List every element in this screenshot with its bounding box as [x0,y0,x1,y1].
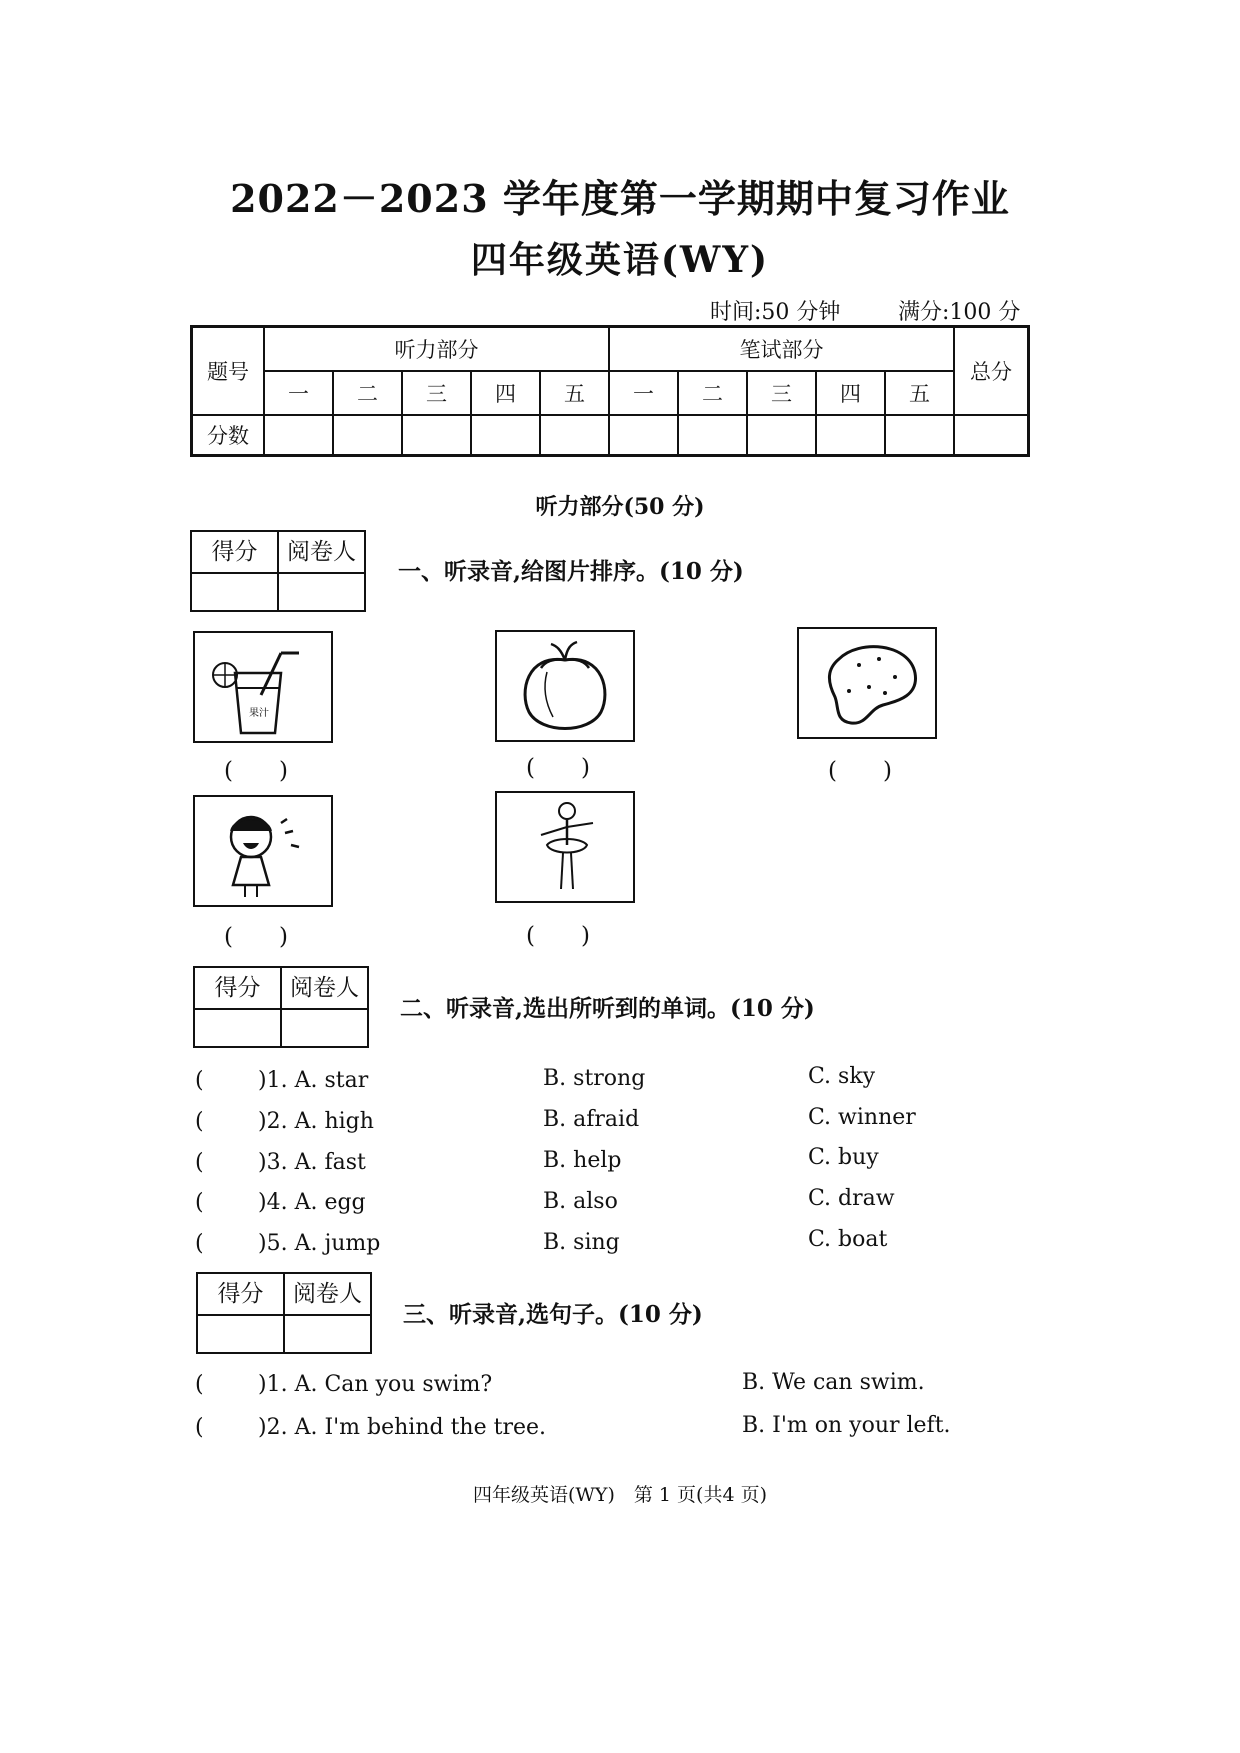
q2-option-a: )1. A. star [258,1068,369,1093]
listening-col: 五 [540,371,609,415]
score-cell[interactable] [816,415,885,456]
score-cell[interactable] [264,415,333,456]
writing-col: 一 [609,371,678,415]
score-table [190,325,1030,457]
q2-option-b: B. also [543,1189,618,1214]
listening-col: 三 [402,371,471,415]
exam-time: 时间:50 分钟 [710,300,841,325]
q3-option-b: B. We can swim. [742,1370,925,1395]
grader-label: 阅卷人 [293,1281,362,1307]
writing-col: 五 [885,371,954,415]
grader-input[interactable] [279,574,364,612]
writing-col: 四 [816,371,885,415]
juice-icon [195,633,331,741]
q1-answer-paren[interactable]: ( ) [224,924,288,950]
q2-option-b: B. sing [543,1230,620,1255]
score-cell[interactable] [609,415,678,456]
q2-open-paren[interactable]: ( [195,1231,204,1256]
tomato-icon [497,632,633,740]
listening-col: 一 [264,371,333,415]
q2-option-a: )3. A. fast [258,1150,366,1175]
exam-full-score: 满分:100 分 [898,300,1021,325]
score-cell[interactable] [471,415,540,456]
writing-group-header: 笔试部分 [609,327,954,371]
q2-option-c: C. buy [808,1145,879,1170]
listening-section-title: 听力部分(50 分) [535,494,705,520]
row-label-score: 分数 [192,415,265,456]
grader-box-q1 [190,530,366,612]
q3-heading: 三、听录音,选句子。(10 分) [403,1301,703,1328]
q2-heading: 二、听录音,选出所听到的单词。(10 分) [400,995,815,1022]
q1-answer-paren[interactable]: ( ) [828,758,892,784]
score-cell[interactable] [678,415,747,456]
grader-box-q2 [193,966,369,1048]
q2-option-b: B. help [543,1148,622,1173]
q1-heading: 一、听录音,给图片排序。(10 分) [398,558,744,585]
grader-box-q3 [196,1272,372,1354]
score-label: 得分 [198,1274,285,1314]
listening-col: 四 [471,371,540,415]
q2-option-b: B. strong [543,1066,646,1091]
q3-open-paren[interactable]: ( [195,1372,204,1397]
q2-option-c: C. draw [808,1186,895,1211]
q2-option-b: B. afraid [543,1107,640,1132]
score-input[interactable] [192,574,279,612]
row-label-title: 题号 [192,327,265,415]
juice-picture [193,631,333,743]
tomato-picture [495,630,635,742]
q3-open-paren[interactable]: ( [195,1415,204,1440]
score-cell[interactable] [540,415,609,456]
score-input[interactable] [195,1010,282,1048]
score-label: 得分 [192,532,279,572]
total-header: 总分 [954,327,1029,415]
q3-option-b: B. I'm on your left. [742,1413,951,1438]
singing-girl-icon [195,797,331,905]
page-footer: 四年级英语(WY) 第 1 页(共4 页) [472,1484,768,1506]
score-cell[interactable] [402,415,471,456]
q2-open-paren[interactable]: ( [195,1150,204,1175]
q2-option-c: C. sky [808,1064,876,1089]
grader-label: 阅卷人 [290,975,359,1001]
score-label: 得分 [195,968,282,1008]
q2-option-c: C. boat [808,1227,888,1252]
ballet-dancer-icon [497,793,633,901]
singing-girl-picture [193,795,333,907]
q2-option-a: )5. A. jump [258,1231,381,1256]
q2-open-paren[interactable]: ( [195,1109,204,1134]
grader-input[interactable] [285,1316,370,1354]
listening-group-header: 听力部分 [264,327,609,371]
exam-title: 2022－2023 学年度第一学期期中复习作业 [230,176,1010,221]
q2-option-c: C. winner [808,1105,916,1130]
q3-option-a: )1. A. Can you swim? [258,1372,493,1397]
score-input[interactable] [198,1316,285,1354]
q1-answer-paren[interactable]: ( ) [526,755,590,781]
potato-icon [799,629,935,737]
q1-answer-paren[interactable]: ( ) [224,758,288,784]
potato-picture [797,627,937,739]
score-cell[interactable] [885,415,954,456]
juice-label: 果汁 [249,708,269,719]
q1-answer-paren[interactable]: ( ) [526,923,590,949]
writing-col: 二 [678,371,747,415]
q2-open-paren[interactable]: ( [195,1190,204,1215]
score-cell[interactable] [333,415,402,456]
ballet-dancer-picture [495,791,635,903]
grader-label: 阅卷人 [287,539,356,565]
score-cell[interactable] [747,415,816,456]
listening-col: 二 [333,371,402,415]
writing-col: 三 [747,371,816,415]
q2-open-paren[interactable]: ( [195,1068,204,1093]
q3-option-a: )2. A. I'm behind the tree. [258,1415,546,1440]
exam-subtitle: 四年级英语(WY) [470,239,770,281]
grader-input[interactable] [282,1010,367,1048]
total-score-cell[interactable] [954,415,1029,456]
q2-option-a: )4. A. egg [258,1190,366,1215]
q2-option-a: )2. A. high [258,1109,374,1134]
